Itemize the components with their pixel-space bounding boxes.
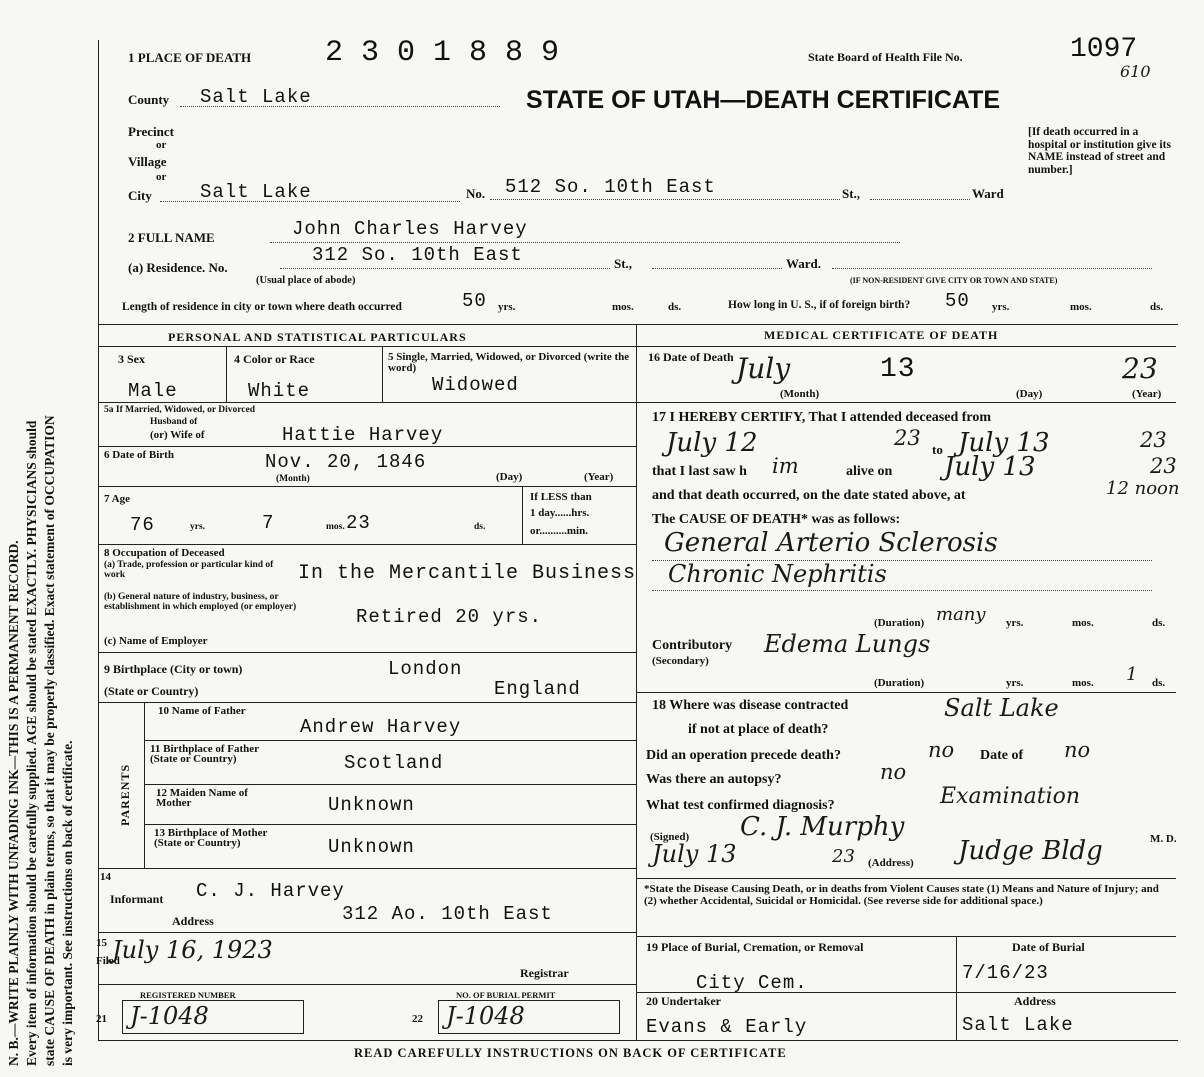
informant-number: 14	[100, 871, 111, 883]
informant-address-value: 312 Ao. 10th East	[342, 903, 553, 925]
street-no-label: No.	[466, 186, 486, 201]
day-label: (Day)	[496, 471, 523, 483]
village-label: Village	[128, 154, 167, 169]
test-value: Examination	[940, 784, 1081, 809]
attended-from: July 12	[666, 428, 758, 458]
file-no: 1097	[1070, 34, 1138, 65]
file-no-label: State Board of Health File No.	[808, 50, 963, 64]
residence-ward-label: Ward.	[786, 256, 822, 271]
margin-instruction-4: is very important. See instructions on back of certificate.	[60, 740, 75, 1066]
field-21-number: 21	[96, 1013, 107, 1025]
ds-label: ds.	[1152, 677, 1166, 689]
attended-from-year: 23	[894, 426, 921, 450]
disease-contracted-value: Salt Lake	[944, 694, 1059, 722]
ds-label: ds.	[474, 522, 486, 532]
filed-date: July 16, 1923	[112, 936, 273, 964]
burial-permit-label: NO. OF BURIAL PERMIT	[456, 990, 556, 1000]
contributory-value: Edema Lungs	[764, 630, 931, 658]
undertaker-label: 20 Undertaker	[646, 994, 721, 1008]
occupation-a-label: (a) Trade, profession or particular kind of work	[104, 560, 274, 580]
city-label: City	[128, 188, 152, 203]
last-saw-year: 23	[1150, 454, 1177, 478]
full-name-value: John Charles Harvey	[292, 218, 528, 240]
cause-primary: General Arterio Sclerosis	[664, 528, 998, 558]
burial-date-label: Date of Burial	[1012, 940, 1085, 954]
residence-label: (a) Residence. No.	[128, 260, 228, 275]
certificate-number: 2 3 0 1 8 8 9	[325, 36, 560, 70]
birthplace-label: 9 Birthplace (City or town)	[104, 662, 243, 676]
occupation-b-value: Retired 20 yrs.	[356, 606, 543, 628]
or-label: or	[156, 139, 167, 151]
color-label: 4 Color or Race	[234, 352, 315, 366]
spouse-label-1: 5a If Married, Widowed, or Divorced	[104, 405, 256, 415]
field-22-number: 22	[412, 1013, 423, 1025]
occupation-b-label: (b) General nature of industry, business, or establishment in which employed (or employer)	[104, 592, 297, 612]
occupation-a-value: In the Mercantile Business	[298, 562, 637, 585]
day-hrs-label: 1 day......hrs.	[530, 507, 590, 519]
mother-value: Unknown	[328, 794, 415, 816]
sex-label: 3 Sex	[118, 352, 145, 366]
ds-label: ds.	[1150, 301, 1164, 313]
registered-number-label: REGISTERED NUMBER	[140, 990, 236, 1000]
abode-label: (Usual place of abode)	[256, 275, 356, 286]
burial-date-value: 7/16/23	[962, 962, 1049, 984]
marital-label: 5 Single, Married, Widowed, or Divorced (write the word)	[388, 351, 630, 374]
form-bottom-border	[98, 1040, 1178, 1041]
death-month: July	[736, 352, 791, 385]
father-label: 10 Name of Father	[158, 705, 246, 717]
sex-value: Male	[128, 380, 178, 402]
margin-instruction-1: N. B.—WRITE PLAINLY WITH UNFADING INK—THIS IS A PERMANENT RECORD.	[6, 540, 21, 1066]
county-value: Salt Lake	[200, 86, 312, 108]
death-occurred-label: and that death occurred, on the date stated above, at	[652, 488, 966, 503]
operation-label: Did an operation precede death?	[646, 748, 841, 763]
yrs-label: yrs.	[190, 522, 206, 532]
mos-label: mos.	[1072, 677, 1094, 689]
day-label: (Day)	[1016, 388, 1043, 400]
last-saw-him: im	[772, 454, 799, 478]
mother-label: 12 Maiden Name of Mother	[156, 787, 248, 809]
cause-secondary: Chronic Nephritis	[668, 560, 887, 588]
mos-label: mos.	[1072, 617, 1094, 629]
alive-on-label: alive on	[846, 464, 893, 479]
father-value: Andrew Harvey	[300, 716, 462, 738]
yrs-label: yrs.	[1006, 677, 1024, 689]
or-min-label: or..........min.	[530, 525, 588, 537]
marital-value: Widowed	[432, 374, 519, 396]
mother-birthplace-label: 13 Birthplace of Mother (State or Country)	[154, 827, 268, 849]
ward-label: Ward	[972, 186, 1004, 201]
age-months: 7	[262, 512, 275, 534]
to-label: to	[932, 442, 943, 457]
physician-address: Judge Bldg	[958, 836, 1103, 866]
occupation-c-label: (c) Name of Employer	[104, 635, 208, 647]
md-label: M. D.	[1150, 833, 1177, 845]
informant-value: C. J. Harvey	[196, 880, 345, 902]
filed-label: Filed	[96, 955, 120, 967]
street-value: 512 So. 10th East	[505, 176, 716, 198]
section-divider	[98, 324, 1178, 325]
physician-address-label: (Address)	[868, 857, 914, 869]
death-day: 13	[880, 354, 916, 385]
signed-label: (Signed)	[650, 831, 690, 843]
violent-causes-footnote: *State the Disease Causing Death, or in deaths from Violent Causes state (1) Means and Nature of Injury; and (2) whether Accidental, Suicidal or Homicidal. (See reverse side for additional space.)	[644, 883, 1159, 907]
column-divider	[636, 324, 637, 1041]
yrs-label: yrs.	[1006, 617, 1024, 629]
yrs-label: yrs.	[992, 301, 1010, 313]
burial-place-value: City Cem.	[696, 972, 808, 994]
certify-label: 17 I HEREBY CERTIFY, That I attended deceased from	[652, 410, 992, 425]
personal-heading: PERSONAL AND STATISTICAL PARTICULARS	[168, 330, 467, 344]
operation-value: no	[928, 738, 955, 762]
signed-year: 23	[832, 846, 855, 867]
duration-label: (Duration)	[874, 677, 925, 689]
spouse-value: Hattie Harvey	[282, 424, 444, 446]
test-label: What test confirmed diagnosis?	[646, 798, 835, 813]
undertaker-address-value: Salt Lake	[962, 1014, 1074, 1036]
mos-label: mos.	[1070, 301, 1092, 313]
father-birthplace-label: 11 Birthplace of Father (State or Country)	[150, 743, 259, 765]
registrar-label: Registrar	[520, 966, 569, 980]
nonresident-label: (IF NON-RESIDENT GIVE CITY OR TOWN AND STATE)	[850, 276, 1058, 285]
medical-heading: MEDICAL CERTIFICATE OF DEATH	[764, 328, 999, 342]
death-year: 23	[1122, 352, 1158, 385]
less-than-label: If LESS than	[530, 491, 592, 503]
place-of-death-label: 1 PLACE OF DEATH	[128, 50, 252, 65]
birthplace-country: England	[494, 678, 581, 700]
last-saw-label: that I last saw h	[652, 464, 747, 479]
dob-label: 6 Date of Birth	[104, 449, 174, 461]
informant-label: Informant	[110, 892, 164, 906]
margin-instruction-2: Every item of information should be carefully supplied. AGE should be stated EXACTLY. PHYSICIANS should	[24, 420, 39, 1066]
occupation-label: 8 Occupation of Deceased	[104, 547, 225, 559]
footer-instructions: READ CAREFULLY INSTRUCTIONS ON BACK OF CERTIFICATE	[354, 1046, 787, 1060]
residence-st-label: St.,	[614, 256, 633, 271]
birthplace-city: London	[388, 658, 463, 680]
registered-number-value: J-1048	[130, 1002, 209, 1030]
length-residence-label: Length of residence in city or town where death occurred	[122, 301, 402, 313]
informant-address-label: Address	[172, 914, 214, 928]
attended-to: July 13	[958, 428, 1050, 458]
date-of-death-label: 16 Date of Death	[648, 350, 734, 364]
last-saw-date: July 13	[944, 452, 1036, 482]
residence-value: 312 So. 10th East	[312, 244, 523, 266]
duration-value: many	[936, 604, 986, 625]
autopsy-value: no	[880, 760, 907, 784]
autopsy-label: Was there an autopsy?	[646, 772, 782, 787]
filed-number: 15	[96, 937, 107, 949]
if-not-label: if not at place of death?	[688, 722, 829, 737]
age-label: 7 Age	[104, 493, 130, 505]
ds-label: ds.	[668, 301, 682, 313]
contributory-duration: 1	[1126, 664, 1138, 685]
length-residence-value: 50	[462, 290, 487, 312]
duration-label: (Duration)	[874, 617, 925, 629]
mos-label: mos.	[612, 301, 634, 313]
us-residence-label: How long in U. S., if of foreign birth?	[728, 299, 911, 311]
burial-place-label: 19 Place of Burial, Cremation, or Removal	[646, 940, 864, 954]
death-time: 12 noon	[1106, 478, 1180, 499]
attended-to-year: 23	[1140, 428, 1167, 452]
age-years: 76	[130, 514, 155, 536]
contributory-label: Contributory	[652, 638, 733, 653]
certificate-title: STATE OF UTAH—DEATH CERTIFICATE	[526, 86, 1001, 114]
operation-date-value: no	[1064, 738, 1091, 762]
margin-instruction-3: state CAUSE OF DEATH in plain terms, so that it may be properly classified. Exact statement of OCCUPATION	[42, 415, 57, 1066]
county-label: County	[128, 92, 170, 107]
form-left-border	[98, 40, 99, 1040]
spouse-label-2: Husband of	[150, 417, 198, 427]
signed-date: July 13	[652, 840, 737, 868]
year-label: (Year)	[1132, 388, 1162, 400]
full-name-label: 2 FULL NAME	[128, 230, 215, 245]
burial-permit-value: J-1048	[446, 1002, 525, 1030]
parents-label: PARENTS	[118, 763, 132, 826]
ds-label: ds.	[1152, 617, 1166, 629]
cause-label: The CAUSE OF DEATH* was as follows:	[652, 512, 901, 527]
dob-value: Nov. 20, 1846	[265, 451, 427, 473]
disease-contracted-label: 18 Where was disease contracted	[652, 698, 849, 713]
father-birthplace-value: Scotland	[344, 752, 444, 774]
physician-signature: C. J. Murphy	[740, 812, 905, 842]
undertaker-value: Evans & Early	[646, 1016, 808, 1038]
city-value: Salt Lake	[200, 181, 312, 203]
undertaker-address-label: Address	[1014, 994, 1056, 1008]
street-st-label: St.,	[842, 186, 861, 201]
secondary-label: (Secondary)	[652, 655, 709, 667]
precinct-label: Precinct	[128, 124, 174, 139]
spouse-label-3: (or) Wife of	[150, 429, 205, 441]
mos-label: mos.	[326, 522, 345, 532]
color-value: White	[248, 380, 311, 402]
us-residence-value: 50	[945, 290, 970, 312]
month-label: (Month)	[276, 474, 310, 484]
hospital-note: [If death occurred in a hospital or institution give its NAME instead of street and number.]	[1028, 126, 1171, 176]
yrs-label: yrs.	[498, 301, 516, 313]
file-no-annotation: 610	[1120, 62, 1151, 81]
or-label: or	[156, 171, 167, 183]
mother-birthplace-value: Unknown	[328, 836, 415, 858]
operation-date-label: Date of	[980, 748, 1024, 763]
birthplace-state-label: (State or Country)	[104, 684, 199, 698]
year-label: (Year)	[584, 471, 614, 483]
month-label: (Month)	[780, 388, 820, 400]
age-days: 23	[346, 512, 371, 534]
